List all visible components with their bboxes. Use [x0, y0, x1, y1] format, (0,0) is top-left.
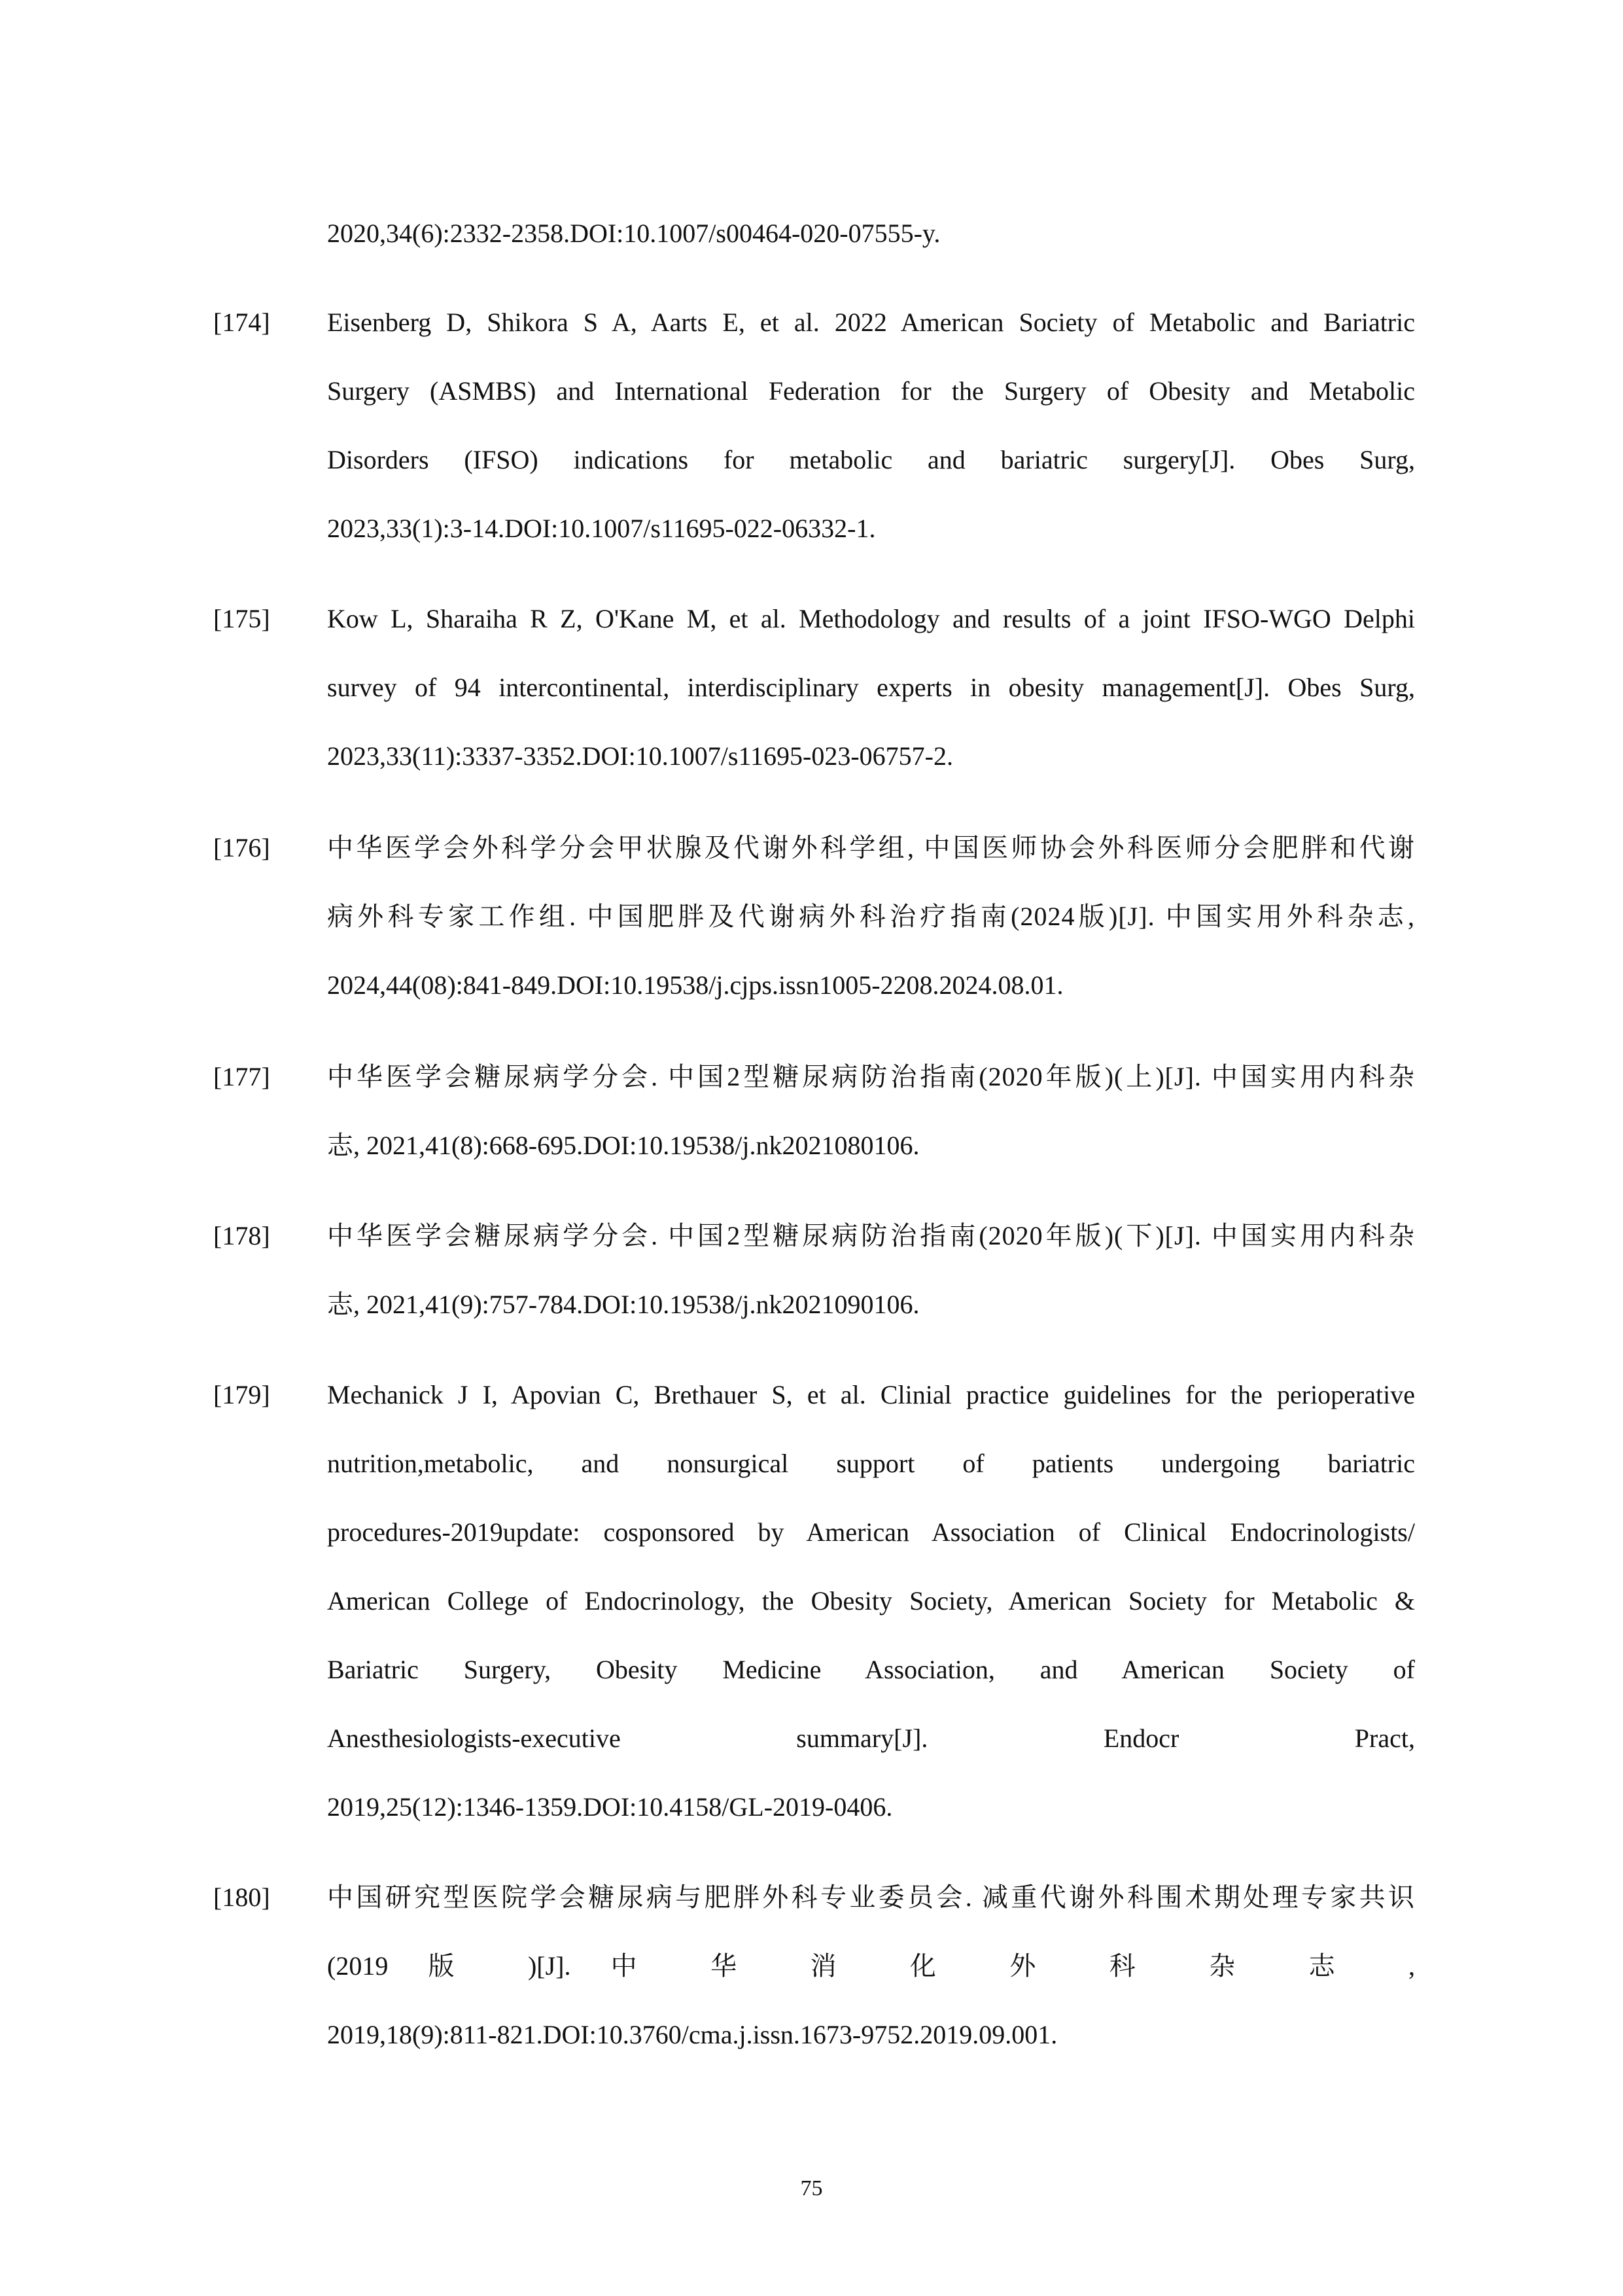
- reference-line: 2020,34(6):2332-2358.DOI:10.1007/s00464-020-07555-y.: [327, 219, 941, 248]
- reference-line: 病外科专家工作组. 中国肥胖及代谢病外科治疗指南(2024版)[J]. 中国实用外科杂志,: [327, 902, 1415, 931]
- reference-line: American College of Endocrinology, the Obesity Society, American Society for Metabolic &: [327, 1586, 1415, 1616]
- reference-line: Bariatric Surgery, Obesity Medicine Association, and American Society of: [327, 1655, 1415, 1684]
- reference-line: Anesthesiologists-executive summary[J]. Endocr Pract,: [327, 1723, 1415, 1753]
- reference-line: (2019 版 )[J]. 中 华 消 化 外 科 杂 志 ,: [327, 1951, 1415, 1981]
- reference-line: 中国研究型医院学会糖尿病与肥胖外科专业委员会. 减重代谢外科围术期处理专家共识: [327, 1882, 1415, 1912]
- reference-number: [174]: [213, 308, 270, 337]
- reference-line: Eisenberg D, Shikora S A, Aarts E, et al. 2022 American Society of Metabolic and Bariatric: [327, 308, 1415, 337]
- reference-line: 2023,33(11):3337-3352.DOI:10.1007/s11695-023-06757-2.: [327, 741, 953, 771]
- reference-line: 中华医学会糖尿病学分会. 中国2型糖尿病防治指南(2020年版)(下)[J]. 中国实用内科杂: [327, 1221, 1415, 1250]
- reference-line: 志, 2021,41(8):668-695.DOI:10.19538/j.nk2021080106.: [327, 1131, 920, 1160]
- reference-line: 2024,44(08):841-849.DOI:10.19538/j.cjps.issn1005-2208.2024.08.01.: [327, 970, 1064, 1000]
- reference-number: [175]: [213, 604, 270, 633]
- reference-line: procedures-2019update: cosponsored by American Association of Clinical Endocrinologists/: [327, 1517, 1415, 1547]
- reference-number: [179]: [213, 1380, 270, 1409]
- reference-number: [178]: [213, 1221, 270, 1250]
- reference-line: survey of 94 intercontinental, interdisciplinary experts in obesity management[J]. Obes Surg,: [327, 673, 1415, 702]
- reference-line: Disorders (IFSO) indications for metabolic and bariatric surgery[J]. Obes Surg,: [327, 445, 1415, 474]
- reference-line: 2019,18(9):811-821.DOI:10.3760/cma.j.issn.1673-9752.2019.09.001.: [327, 2020, 1058, 2049]
- reference-number: [177]: [213, 1062, 270, 1091]
- reference-line: 中华医学会外科学分会甲状腺及代谢外科学组, 中国医师协会外科医师分会肥胖和代谢: [327, 833, 1415, 862]
- page-number: 75: [800, 2176, 823, 2200]
- reference-line: 中华医学会糖尿病学分会. 中国2型糖尿病防治指南(2020年版)(上)[J]. 中国实用内科杂: [327, 1062, 1415, 1091]
- reference-line: Mechanick J I, Apovian C, Brethauer S, et al. Clinial practice guidelines for the perioperative: [327, 1380, 1415, 1409]
- reference-line: Surgery (ASMBS) and International Federation for the Surgery of Obesity and Metabolic: [327, 376, 1415, 406]
- reference-line: Kow L, Sharaiha R Z, O'Kane M, et al. Methodology and results of a joint IFSO-WGO Delphi: [327, 604, 1415, 633]
- reference-line: nutrition,metabolic, and nonsurgical support of patients undergoing bariatric: [327, 1449, 1415, 1478]
- reference-number: [176]: [213, 833, 270, 862]
- reference-line: 2023,33(1):3-14.DOI:10.1007/s11695-022-06332-1.: [327, 514, 876, 543]
- reference-line: 2019,25(12):1346-1359.DOI:10.4158/GL-2019-0406.: [327, 1792, 893, 1822]
- reference-line: 志, 2021,41(9):757-784.DOI:10.19538/j.nk2021090106.: [327, 1290, 920, 1319]
- reference-number: [180]: [213, 1882, 270, 1912]
